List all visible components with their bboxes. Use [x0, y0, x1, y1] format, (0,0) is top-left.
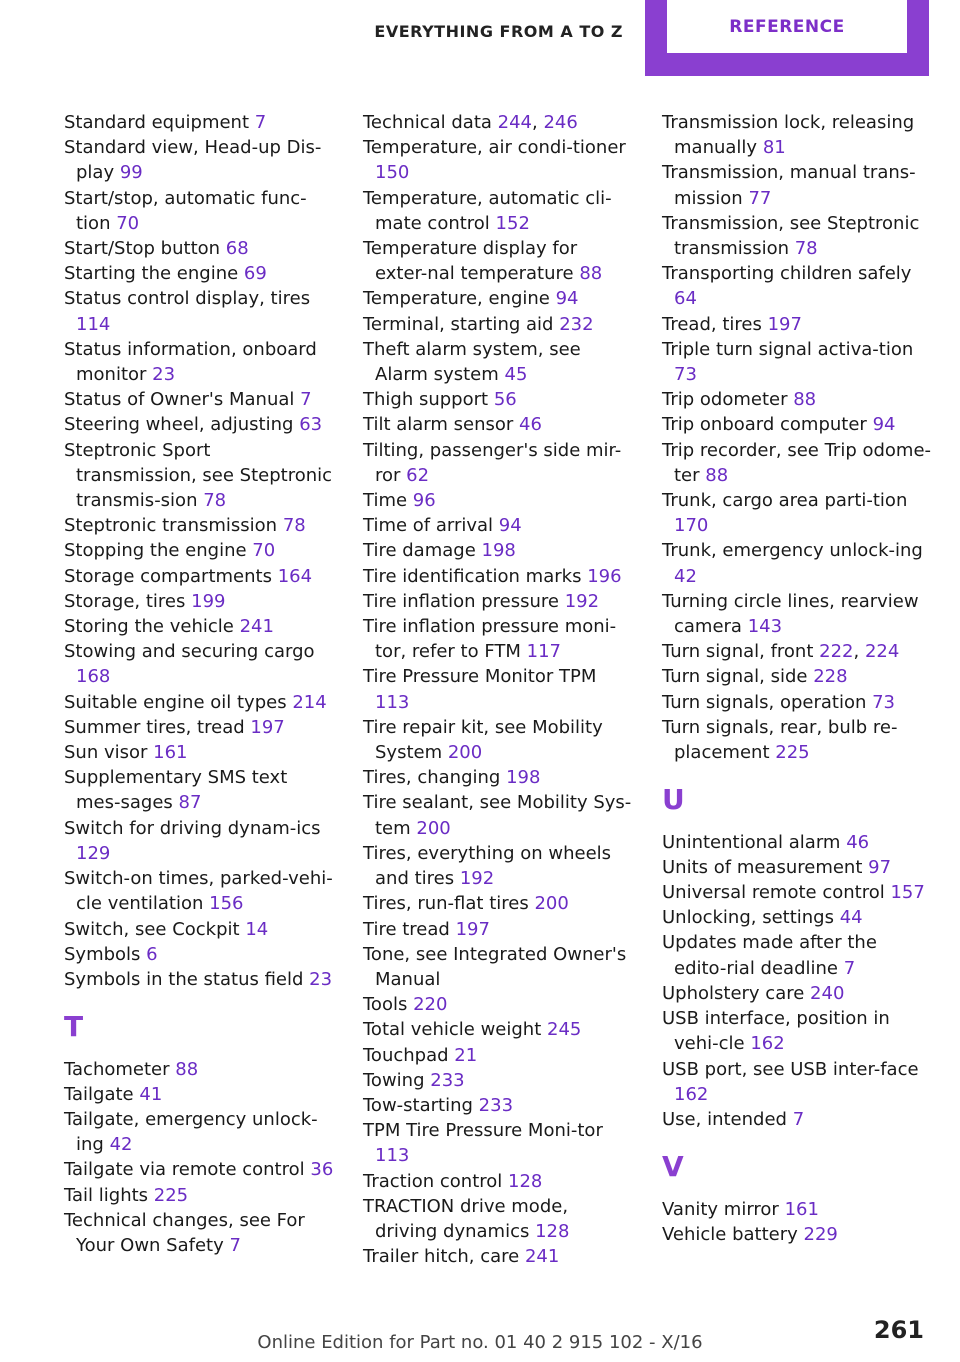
page-link[interactable]: 128: [508, 1170, 543, 1192]
index-term: Start/Stop button: [64, 238, 221, 260]
index-entry: [363, 387, 635, 412]
index-term: Steptronic Sport transmission, see Steptronic transmis-sion: [64, 439, 333, 512]
index-entry: [363, 765, 635, 790]
index-term: Tone, see Integrated Owner's Manual: [363, 943, 627, 990]
index-term: Theft alarm system, see Alarm system: [363, 338, 581, 386]
index-term: Tailgate, emergency unlock-ing: [64, 1108, 318, 1156]
index-column-1: [64, 110, 336, 1258]
index-entry: [662, 538, 934, 588]
index-entry: [662, 312, 934, 337]
index-term: Trip odometer: [662, 389, 788, 411]
index-entry: [363, 312, 635, 337]
index-term: Tread, tires: [662, 313, 762, 335]
page-link[interactable]: 87: [178, 792, 202, 814]
page-link[interactable]: 129: [76, 842, 111, 864]
index-term: Tire inflation pressure moni-tor, refer to FTM: [363, 616, 617, 663]
index-column-3: [662, 110, 934, 1247]
page-link[interactable]: 46: [846, 831, 870, 853]
index-entry: [363, 1093, 635, 1118]
index-entry: [64, 589, 336, 614]
page-link[interactable]: 6: [146, 943, 158, 965]
index-term: Start/stop, automatic func-tion: [64, 187, 307, 234]
index-term: Stowing and securing cargo: [64, 641, 315, 663]
index-entry: [64, 765, 336, 815]
index-term: Summer tires, tread: [64, 716, 245, 738]
index-term: Units of measurement: [662, 856, 863, 878]
index-term: Turn signal, front: [662, 641, 814, 663]
page-link[interactable]: 168: [76, 666, 111, 688]
index-entry: [64, 387, 336, 412]
index-term: Temperature, air condi-tioner: [363, 137, 626, 159]
index-entry: [363, 1068, 635, 1093]
index-term: Touchpad: [363, 1044, 449, 1066]
index-term: Steptronic transmission: [64, 515, 278, 537]
index-term: Tire tread: [363, 918, 450, 940]
index-entry: [64, 337, 336, 387]
index-entry: [64, 816, 336, 866]
page-link[interactable]: 7: [229, 1234, 241, 1256]
index-term: Standard equipment: [64, 112, 250, 133]
index-term: Tail lights: [64, 1184, 149, 1206]
page-link[interactable]: 233: [430, 1069, 465, 1091]
index-entry: Technical data 244, 246: [363, 112, 578, 133]
index-entry: [363, 1244, 635, 1269]
index-term: Tires, changing: [363, 767, 501, 789]
index-entry: [64, 564, 336, 589]
index-term: USB interface, position in vehi-cle: [662, 1008, 890, 1055]
index-entry: [363, 1017, 635, 1042]
index-entry: [363, 564, 635, 589]
index-term: Status of Owner's Manual: [64, 389, 295, 411]
index-entry: [363, 438, 635, 488]
page-link[interactable]: 7: [792, 1108, 805, 1130]
index-entry: [662, 690, 934, 715]
index-term: Supplementary SMS text mes-sages: [64, 767, 288, 814]
page-link[interactable]: 78: [794, 238, 818, 260]
index-entry: [363, 538, 635, 563]
index-term: Technical changes, see For Your Own Safety: [64, 1209, 305, 1256]
page-link[interactable]: 224: [864, 641, 900, 663]
page-link[interactable]: 143: [747, 616, 783, 638]
index-entry: [363, 135, 635, 185]
page-link[interactable]: 245: [547, 1019, 582, 1041]
page-link[interactable]: 63: [299, 414, 323, 436]
index-term: Transporting children safely: [662, 263, 912, 285]
index-entry: [662, 488, 934, 538]
index-term: Tire identification marks: [363, 565, 582, 587]
index-term: Trip recorder, see Trip odome-ter: [662, 439, 932, 486]
index-term: Tilt alarm sensor: [363, 414, 514, 436]
index-entry: [64, 1057, 336, 1082]
index-entry: [662, 110, 934, 160]
index-term: Turn signals, rear, bulb re-placement: [662, 716, 898, 764]
index-letter-heading: V: [662, 1150, 684, 1184]
page-link[interactable]: 7: [300, 389, 312, 411]
index-term: Symbols: [64, 943, 141, 965]
page-link[interactable]: 233: [478, 1094, 514, 1116]
index-term: Tires, everything on wheels and tires: [363, 842, 612, 890]
page-link[interactable]: 78: [282, 515, 306, 537]
index-term: Temperature display for exter-nal temperature: [363, 238, 578, 285]
page-link[interactable]: 42: [674, 565, 697, 587]
index-term: Universal remote control: [662, 882, 885, 904]
page-link[interactable]: 240: [810, 982, 845, 1004]
page-link[interactable]: 7: [843, 957, 856, 979]
page-link[interactable]: 88: [579, 263, 603, 285]
page-link[interactable]: 200: [534, 893, 569, 915]
index-entry: [64, 236, 336, 261]
index-entry: [363, 614, 635, 664]
index-entry: [64, 917, 336, 942]
index-term: Temperature, automatic cli-mate control: [363, 187, 612, 234]
page-link[interactable]: 220: [413, 994, 448, 1016]
index-term: Unlocking, settings: [662, 907, 834, 929]
index-term: Switch-on times, parked-vehi-cle ventilation: [64, 868, 333, 915]
page-link[interactable]: 70: [252, 540, 276, 562]
index-term: Temperature, engine: [363, 288, 550, 310]
index-entry: [64, 639, 336, 689]
index-entry: [64, 1082, 336, 1107]
page-link[interactable]: 196: [587, 565, 622, 587]
index-term: Total vehicle weight: [363, 1019, 542, 1041]
page-link[interactable]: 69: [243, 263, 267, 285]
page-link[interactable]: 128: [535, 1220, 570, 1242]
index-term: TPM Tire Pressure Moni-tor: [363, 1120, 603, 1142]
index-entry: [64, 438, 336, 514]
index-entry: [64, 740, 336, 765]
page-link[interactable]: 241: [524, 1246, 560, 1268]
page-link[interactable]: 78: [203, 490, 227, 512]
index-entry: [64, 110, 336, 135]
page-link[interactable]: 157: [890, 882, 925, 904]
index-entry: [662, 261, 934, 311]
page-link[interactable]: 156: [209, 893, 244, 915]
page-link[interactable]: 36: [310, 1159, 334, 1181]
page-link[interactable]: 113: [375, 691, 410, 713]
page-link[interactable]: 200: [416, 817, 451, 839]
page-link[interactable]: 170: [674, 515, 709, 537]
index-entry: [363, 790, 635, 840]
page-link[interactable]: 94: [555, 288, 579, 310]
index-entry: [363, 1194, 635, 1244]
index-term: Tire Pressure Monitor TPM: [363, 666, 597, 688]
index-term: Symbols in the status field: [64, 968, 304, 990]
index-entry: [662, 1057, 934, 1107]
index-term: Vehicle battery: [662, 1223, 798, 1245]
page-link[interactable]: 117: [526, 641, 561, 663]
index-entry: [363, 1169, 635, 1194]
page-link[interactable]: 42: [109, 1134, 133, 1156]
reference-tab-label: REFERENCE: [667, 0, 907, 53]
index-term: Standard view, Head-up Dis-play: [64, 137, 322, 184]
index-entry: [64, 1183, 336, 1208]
page-link[interactable]: 23: [152, 364, 176, 386]
index-entry: [64, 412, 336, 437]
index-term: Trailer hitch, care: [363, 1246, 520, 1268]
page-link[interactable]: 94: [872, 414, 896, 436]
index-entry: [64, 286, 336, 336]
index-term: Technical data: [363, 112, 492, 133]
page-link[interactable]: 88: [175, 1058, 199, 1080]
index-term: Turn signals, operation: [662, 691, 867, 713]
page-link[interactable]: 222: [819, 641, 854, 663]
page-link[interactable]: 21: [454, 1044, 478, 1066]
page-link[interactable]: 229: [803, 1223, 838, 1245]
section-title: EVERYTHING FROM A TO Z: [374, 22, 623, 41]
index-entry: [363, 891, 635, 916]
index-term: Upholstery care: [662, 982, 805, 1004]
index-term: Storage compartments: [64, 565, 272, 587]
page-link[interactable]: 246: [543, 112, 578, 133]
index-entry: [363, 286, 635, 311]
page-link[interactable]: 225: [775, 742, 810, 764]
index-term: Storing the vehicle: [64, 616, 234, 638]
index-entry: [363, 715, 635, 765]
page-link[interactable]: 162: [674, 1083, 709, 1105]
reference-tab[interactable]: [645, 0, 929, 76]
page-link[interactable]: 162: [750, 1033, 785, 1055]
page-link[interactable]: 192: [564, 590, 600, 612]
page-link[interactable]: 164: [277, 565, 313, 587]
page-link[interactable]: 70: [116, 212, 140, 234]
index-term: Trip onboard computer: [662, 414, 867, 436]
index-entry: [662, 160, 934, 210]
index-column-2: [363, 110, 635, 1269]
page-link[interactable]: 99: [119, 162, 143, 184]
index-entry: [662, 930, 934, 980]
index-term: Starting the engine: [64, 263, 239, 285]
index-term: Unintentional alarm: [662, 831, 841, 853]
index-term: Transmission lock, releasing manually: [662, 112, 915, 159]
index-entry: [64, 715, 336, 740]
index-term: Steering wheel, adjusting: [64, 414, 294, 436]
index-entry: [662, 589, 934, 639]
page-link[interactable]: 77: [748, 187, 772, 209]
index-term: Stopping the engine: [64, 540, 247, 562]
index-entry: [64, 942, 336, 967]
page-link[interactable]: 45: [504, 364, 528, 386]
page-link[interactable]: 198: [481, 540, 516, 562]
page-link[interactable]: 214: [292, 691, 327, 713]
page-link[interactable]: 88: [705, 464, 729, 486]
index-term: Tachometer: [64, 1058, 170, 1080]
index-entry: [363, 1118, 635, 1168]
index-term: Tire inflation pressure: [363, 590, 559, 612]
index-entry: [64, 967, 336, 992]
index-term: Use, intended: [662, 1108, 787, 1130]
index-entry: [662, 715, 934, 765]
page-link[interactable]: 96: [412, 490, 436, 512]
index-entry: [662, 981, 934, 1006]
index-term: TRACTION drive mode, driving dynamics: [363, 1195, 569, 1242]
index-term: Thigh support: [363, 389, 489, 411]
page-link[interactable]: 44: [839, 907, 863, 929]
index-entry: [662, 830, 934, 855]
index-term: Storage, tires: [64, 590, 186, 612]
page-link[interactable]: 64: [674, 288, 697, 310]
page-number: 261: [873, 1316, 924, 1344]
index-entry: [64, 866, 336, 916]
index-term: Triple turn signal activa-tion: [662, 338, 914, 360]
index-term: Trunk, emergency unlock-ing: [662, 540, 923, 562]
page-link[interactable]: 152: [495, 212, 530, 234]
index-term: Tailgate via remote control: [64, 1159, 305, 1181]
index-entry: [64, 513, 336, 538]
index-entry: [662, 1006, 934, 1056]
index-entry: [64, 186, 336, 236]
index-term: Tire sealant, see Mobility Sys-tem: [363, 792, 632, 839]
index-term: Status control display, tires: [64, 288, 311, 310]
index-term: Tools: [363, 994, 408, 1016]
page-link[interactable]: 232: [559, 313, 594, 335]
index-entry: [363, 412, 635, 437]
page-link[interactable]: 81: [762, 137, 786, 159]
index-entry: [662, 337, 934, 387]
page-link[interactable]: 7: [254, 112, 267, 133]
index-term: Turning circle lines, rearview camera: [662, 590, 919, 638]
page-link[interactable]: 97: [868, 856, 892, 878]
index-entry: [662, 880, 934, 905]
index-term: Time of arrival: [363, 515, 494, 537]
index-term: Tire damage: [363, 540, 476, 562]
page-link[interactable]: 199: [191, 590, 226, 612]
index-term: Tires, run-flat tires: [363, 893, 529, 915]
page-link[interactable]: 198: [506, 767, 541, 789]
index-term: Switch for driving dynam-ics: [64, 817, 321, 839]
index-term: Towing: [363, 1069, 425, 1091]
page-link[interactable]: 200: [447, 742, 483, 764]
index-entry: [363, 337, 635, 387]
page-link[interactable]: 62: [406, 464, 430, 486]
index-entry: [64, 690, 336, 715]
index-entry: [64, 1157, 336, 1182]
index-term: Trunk, cargo area parti-tion: [662, 490, 908, 512]
index-term: Suitable engine oil types: [64, 691, 287, 713]
index-term: Tow-starting: [363, 1094, 473, 1116]
page-link[interactable]: 88: [793, 389, 817, 411]
index-term: Status information, onboard monitor: [64, 338, 317, 386]
page-link[interactable]: 113: [375, 1145, 410, 1167]
index-term: Updates made after the edito-rial deadline: [662, 932, 877, 979]
index-entry: [363, 488, 635, 513]
page-link[interactable]: 197: [455, 918, 490, 940]
index-entry: [64, 261, 336, 286]
page-link[interactable]: 46: [519, 414, 542, 436]
index-term: Time: [363, 490, 408, 512]
index-entry: [363, 1043, 635, 1068]
index-entry: [363, 917, 635, 942]
index-term: Switch, see Cockpit: [64, 918, 240, 940]
index-entry: [64, 1107, 336, 1157]
index-entry: [662, 387, 934, 412]
index-entry: [662, 438, 934, 488]
page-link[interactable]: 244: [497, 112, 533, 133]
page-link[interactable]: 73: [674, 364, 697, 386]
page-link[interactable]: 94: [498, 515, 522, 537]
page-link[interactable]: 228: [813, 666, 848, 688]
index-term: Tire repair kit, see Mobility System: [363, 716, 603, 764]
page-link[interactable]: 73: [872, 691, 896, 713]
index-entry: [64, 614, 336, 639]
index-entry: [363, 942, 635, 992]
index-entry: [363, 513, 635, 538]
index-term: USB port, see USB inter-face: [662, 1058, 919, 1080]
index-entry: [662, 211, 934, 261]
index-entry: [363, 589, 635, 614]
index-entry: [662, 1107, 934, 1132]
index-entry: [363, 236, 635, 286]
index-entry: [662, 1197, 934, 1222]
index-term: Transmission, see Steptronic transmission: [662, 212, 920, 260]
index-entry: [363, 992, 635, 1017]
page-link[interactable]: 114: [76, 313, 111, 335]
index-entry: [662, 905, 934, 930]
index-term: Traction control: [363, 1170, 503, 1192]
page-link[interactable]: 56: [493, 389, 517, 411]
page-link[interactable]: 23: [309, 968, 333, 990]
index-entry: Turn signal, front 222, 224: [662, 641, 900, 663]
index-entry: [363, 841, 635, 891]
index-entry: [64, 1208, 336, 1258]
page-link[interactable]: 41: [139, 1083, 163, 1105]
index-letter-heading: T: [64, 1010, 84, 1044]
index-entry: [662, 855, 934, 880]
page-link[interactable]: 161: [784, 1198, 819, 1220]
index-letter-heading: U: [662, 783, 685, 817]
index-term: Turn signal, side: [662, 666, 808, 688]
page-link[interactable]: 241: [239, 616, 274, 638]
page-link[interactable]: 192: [459, 868, 495, 890]
page-link[interactable]: 161: [153, 742, 188, 764]
page-link[interactable]: 197: [767, 313, 802, 335]
page-link[interactable]: 225: [153, 1184, 189, 1206]
index-entry: [662, 1222, 934, 1247]
page-link[interactable]: 150: [375, 162, 410, 184]
page-link[interactable]: 14: [245, 918, 269, 940]
index-entry: [662, 412, 934, 437]
index-entry: [64, 135, 336, 185]
index-entry: [64, 538, 336, 563]
footer-edition: Online Edition for Part no. 01 40 2 915 102 - X/16: [257, 1332, 703, 1353]
index-term: Vanity mirror: [662, 1198, 779, 1220]
index-term: Tilting, passenger's side mir-ror: [363, 439, 622, 486]
index-term: Tailgate: [64, 1083, 134, 1105]
index-term: Sun visor: [64, 742, 148, 764]
index-term: Terminal, starting aid: [363, 313, 554, 335]
index-entry: [662, 664, 934, 689]
index-entry: [363, 186, 635, 236]
page-link[interactable]: 197: [250, 716, 285, 738]
index-term: Transmission, manual trans-mission: [662, 162, 916, 209]
index-entry: [363, 664, 635, 714]
page-link[interactable]: 68: [225, 238, 249, 260]
